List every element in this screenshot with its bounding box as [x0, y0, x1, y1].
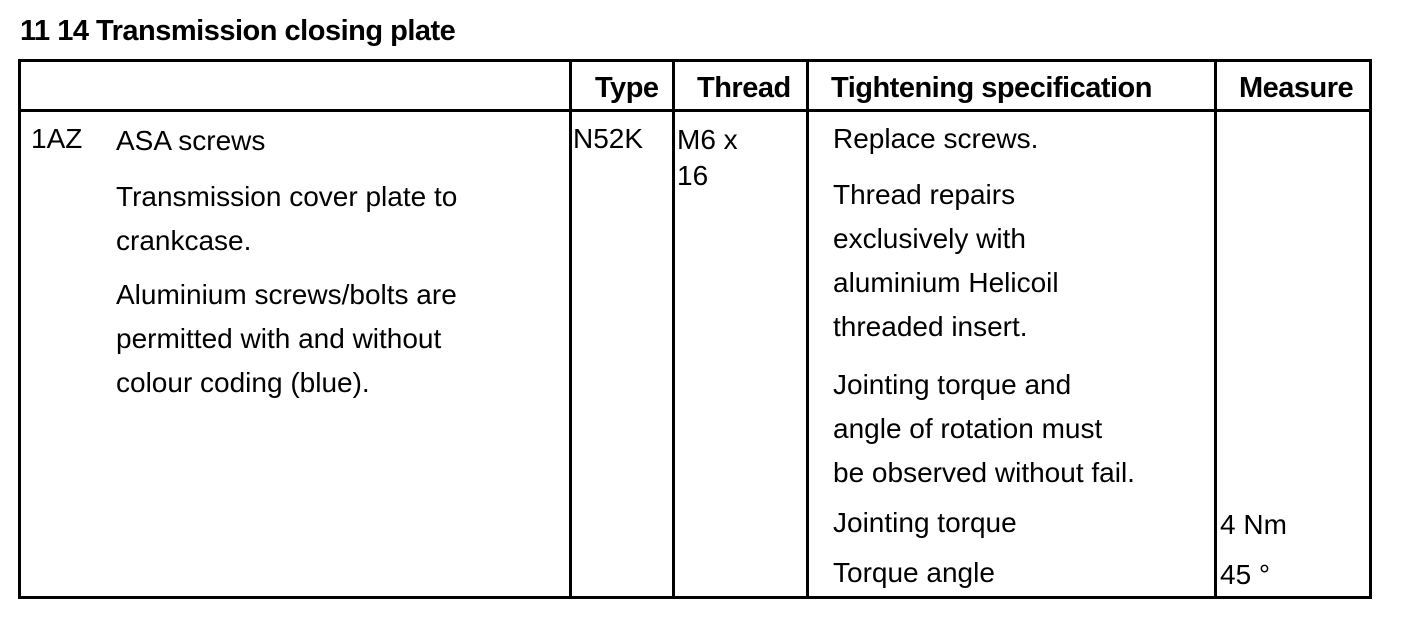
description-part-name: ASA screws: [116, 125, 266, 156]
column-divider: [806, 62, 809, 596]
column-divider: [569, 62, 572, 596]
description-line: Aluminium screws/bolts are: [116, 279, 457, 310]
spec-table: [18, 59, 1372, 599]
spec-torque-angle: Torque angle: [833, 557, 995, 588]
header-type: Type: [595, 72, 659, 104]
header-divider: [21, 109, 1369, 112]
row-code: 1AZ: [31, 123, 83, 154]
header-measure: Measure: [1239, 72, 1354, 104]
header-thread: Thread: [697, 72, 791, 104]
description-line: Transmission cover plate to: [116, 181, 458, 212]
row-spec: [833, 117, 1135, 595]
spec-line: angle of rotation must: [833, 413, 1103, 444]
column-divider: [1214, 62, 1217, 596]
spec-line: Thread repairs: [833, 179, 1016, 210]
row-type: N52K: [573, 123, 644, 154]
spec-line: be observed without fail.: [833, 457, 1135, 488]
column-divider: [672, 62, 675, 596]
spec-line: threaded insert.: [833, 311, 1028, 342]
measure-jointing-torque: 4 Nm: [1220, 509, 1287, 540]
description-line: crankcase.: [116, 225, 252, 256]
spec-jointing-torque: Jointing torque: [833, 507, 1017, 538]
header-tightening-spec: Tightening specification: [831, 72, 1152, 104]
page-title: 11 14 Transmission closing plate: [20, 15, 456, 47]
row-thread: [677, 118, 738, 198]
thread-line: 16: [677, 160, 709, 191]
description-line: permitted with and without: [116, 323, 442, 354]
description-line: colour coding (blue).: [116, 367, 370, 398]
spec-line: Replace screws.: [833, 123, 1039, 154]
spec-line: Jointing torque and: [833, 369, 1072, 400]
row-description: [116, 119, 457, 405]
measure-torque-angle: 45 °: [1220, 559, 1271, 590]
thread-line: M6 x: [677, 124, 738, 155]
spec-line: exclusively with: [833, 223, 1026, 254]
spec-line: aluminium Helicoil: [833, 267, 1059, 298]
